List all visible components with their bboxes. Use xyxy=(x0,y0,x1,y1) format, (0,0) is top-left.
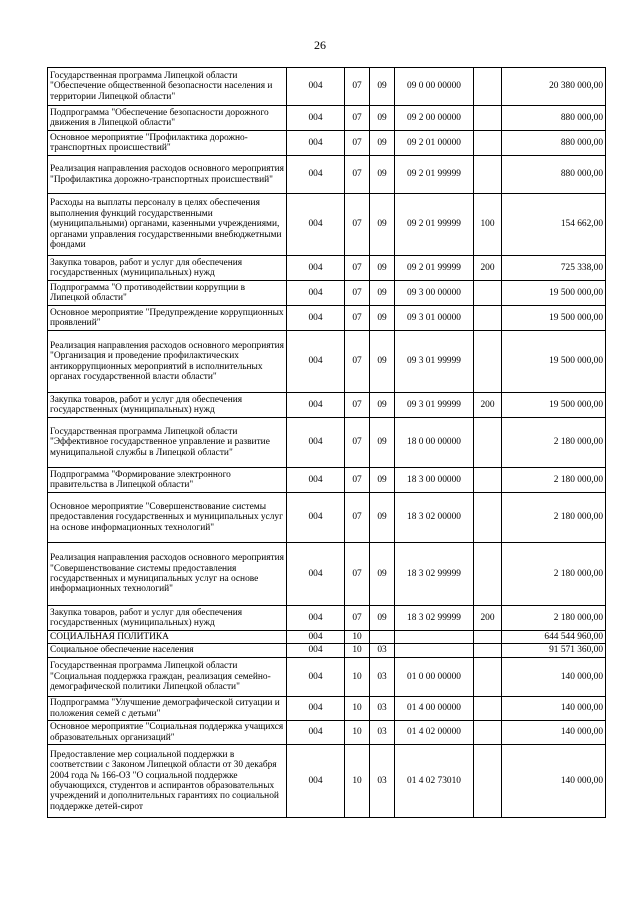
cell-section: 07 xyxy=(345,156,370,194)
cell-name: Закупка товаров, работ и услуг для обеспечения государственных (муниципальных) нужд xyxy=(48,393,287,418)
cell-subsection: 09 xyxy=(370,131,395,156)
cell-amount: 154 662,00 xyxy=(502,194,606,256)
cell-section: 10 xyxy=(345,631,370,644)
cell-section: 07 xyxy=(345,194,370,256)
table-row xyxy=(48,156,606,194)
cell-subsection: 09 xyxy=(370,418,395,468)
cell-name: Предоставление мер социальной поддержки в соответствии с Законом Липецкой области от 30 декабря 2004 года № 166-ОЗ "О социальной поддержке обучающихся, студентов и аспирантов образовательных учреждений и дополнительных гарантиях по социальной поддержке детей-сирот xyxy=(48,745,287,818)
cell-admin-code: 004 xyxy=(287,306,345,331)
cell-amount: 2 180 000,00 xyxy=(502,543,606,606)
cell-expense-type xyxy=(474,697,502,721)
cell-expense-type: 100 xyxy=(474,194,502,256)
cell-target-article: 09 3 01 99999 xyxy=(395,393,474,418)
cell-subsection: 09 xyxy=(370,106,395,131)
cell-target-article xyxy=(395,631,474,644)
table-row xyxy=(48,281,606,306)
cell-name: Реализация направления расходов основного мероприятия "Совершенствование системы предоставления государственных и муниципальных услуг на основе информационных технологий" xyxy=(48,543,287,606)
cell-admin-code: 004 xyxy=(287,745,345,818)
table-row xyxy=(48,306,606,331)
table-row xyxy=(48,631,606,644)
cell-target-article: 09 3 00 00000 xyxy=(395,281,474,306)
cell-section: 07 xyxy=(345,493,370,543)
cell-subsection: 09 xyxy=(370,393,395,418)
page-number: 26 xyxy=(314,38,326,52)
cell-subsection: 09 xyxy=(370,306,395,331)
cell-expense-type xyxy=(474,644,502,658)
cell-name: Закупка товаров, работ и услуг для обеспечения государственных (муниципальных) нужд xyxy=(48,256,287,281)
cell-subsection: 09 xyxy=(370,331,395,393)
cell-subsection: 09 xyxy=(370,606,395,631)
cell-section: 07 xyxy=(345,281,370,306)
table-row xyxy=(48,256,606,281)
cell-amount: 140 000,00 xyxy=(502,658,606,697)
cell-target-article: 09 0 00 00000 xyxy=(395,68,474,106)
cell-name: Подпрограмма "Улучшение демографической ситуации и положения семей с детьми" xyxy=(48,697,287,721)
cell-subsection: 03 xyxy=(370,644,395,658)
cell-expense-type xyxy=(474,658,502,697)
cell-subsection: 09 xyxy=(370,468,395,493)
cell-admin-code: 004 xyxy=(287,606,345,631)
cell-name: Расходы на выплаты персоналу в целях обеспечения выполнения функций государственными (муниципальными) органами, казенными учреждениями, органами управления государственными внебюджетными фондами xyxy=(48,194,287,256)
cell-target-article: 18 3 02 99999 xyxy=(395,606,474,631)
cell-expense-type xyxy=(474,493,502,543)
cell-amount: 19 500 000,00 xyxy=(502,331,606,393)
cell-section: 07 xyxy=(345,468,370,493)
cell-target-article: 01 4 00 00000 xyxy=(395,697,474,721)
cell-section: 07 xyxy=(345,331,370,393)
cell-name: Социальное обеспечение населения xyxy=(48,644,287,658)
cell-target-article: 01 4 02 73010 xyxy=(395,745,474,818)
cell-section: 10 xyxy=(345,697,370,721)
cell-name: Основное мероприятие "Социальная поддержка учащихся образовательных организаций" xyxy=(48,721,287,745)
table-row xyxy=(48,697,606,721)
cell-expense-type xyxy=(474,418,502,468)
cell-section: 10 xyxy=(345,745,370,818)
cell-target-article: 09 3 01 00000 xyxy=(395,306,474,331)
cell-admin-code: 004 xyxy=(287,68,345,106)
cell-admin-code: 004 xyxy=(287,281,345,306)
table-row xyxy=(48,393,606,418)
cell-expense-type xyxy=(474,68,502,106)
cell-section: 10 xyxy=(345,721,370,745)
cell-name: Закупка товаров, работ и услуг для обеспечения государственных (муниципальных) нужд xyxy=(48,606,287,631)
cell-expense-type xyxy=(474,543,502,606)
cell-amount: 725 338,00 xyxy=(502,256,606,281)
cell-name: Государственная программа Липецкой области "Эффективное государственное управление и развитие муниципальной службы в Липецкой области" xyxy=(48,418,287,468)
cell-target-article: 18 3 00 00000 xyxy=(395,468,474,493)
cell-target-article: 09 3 01 99999 xyxy=(395,331,474,393)
cell-expense-type: 200 xyxy=(474,393,502,418)
cell-name: Государственная программа Липецкой области "Социальная поддержка граждан, реализация семейно-демографической политики Липецкой области" xyxy=(48,658,287,697)
cell-amount: 140 000,00 xyxy=(502,745,606,818)
table-row xyxy=(48,493,606,543)
cell-section: 07 xyxy=(345,256,370,281)
cell-name: Реализация направления расходов основного мероприятия "Профилактика дорожно-транспортных происшествий" xyxy=(48,156,287,194)
cell-admin-code: 004 xyxy=(287,156,345,194)
cell-admin-code: 004 xyxy=(287,658,345,697)
cell-target-article: 09 2 01 99999 xyxy=(395,256,474,281)
table-row xyxy=(48,658,606,697)
cell-name: Основное мероприятие "Совершенствование системы предоставления государственных и муниципальных услуг на основе информационных технологий" xyxy=(48,493,287,543)
cell-subsection xyxy=(370,631,395,644)
cell-section: 07 xyxy=(345,106,370,131)
cell-expense-type: 200 xyxy=(474,606,502,631)
cell-amount: 91 571 360,00 xyxy=(502,644,606,658)
cell-section: 07 xyxy=(345,418,370,468)
cell-admin-code: 004 xyxy=(287,644,345,658)
cell-subsection: 09 xyxy=(370,156,395,194)
table-row xyxy=(48,68,606,106)
table-row xyxy=(48,131,606,156)
cell-expense-type xyxy=(474,306,502,331)
cell-target-article: 18 3 02 99999 xyxy=(395,543,474,606)
cell-name: Реализация направления расходов основного мероприятия "Организация и проведение профилактических антикоррупционных мероприятий в исполнительных органах государственной власти области" xyxy=(48,331,287,393)
cell-amount: 2 180 000,00 xyxy=(502,468,606,493)
cell-expense-type xyxy=(474,745,502,818)
cell-target-article: 09 2 01 99999 xyxy=(395,194,474,256)
cell-target-article: 09 2 01 00000 xyxy=(395,131,474,156)
cell-section: 10 xyxy=(345,658,370,697)
cell-subsection: 09 xyxy=(370,256,395,281)
cell-admin-code: 004 xyxy=(287,194,345,256)
table-row xyxy=(48,644,606,658)
cell-expense-type xyxy=(474,106,502,131)
cell-subsection: 03 xyxy=(370,697,395,721)
cell-expense-type xyxy=(474,131,502,156)
cell-target-article: 01 4 02 00000 xyxy=(395,721,474,745)
cell-target-article xyxy=(395,644,474,658)
cell-section: 07 xyxy=(345,68,370,106)
cell-amount: 19 500 000,00 xyxy=(502,281,606,306)
cell-name: Основное мероприятие "Предупреждение коррупционных проявлений" xyxy=(48,306,287,331)
cell-subsection: 09 xyxy=(370,194,395,256)
cell-expense-type xyxy=(474,468,502,493)
cell-section: 10 xyxy=(345,644,370,658)
table-row xyxy=(48,468,606,493)
cell-amount: 2 180 000,00 xyxy=(502,418,606,468)
cell-subsection: 03 xyxy=(370,658,395,697)
cell-subsection: 09 xyxy=(370,543,395,606)
cell-name: Подпрограмма "Обеспечение безопасности дорожного движения в Липецкой области" xyxy=(48,106,287,131)
cell-amount: 2 180 000,00 xyxy=(502,493,606,543)
table-row xyxy=(48,721,606,745)
cell-admin-code: 004 xyxy=(287,721,345,745)
table-row xyxy=(48,418,606,468)
cell-amount: 880 000,00 xyxy=(502,131,606,156)
cell-subsection: 09 xyxy=(370,281,395,306)
cell-admin-code: 004 xyxy=(287,256,345,281)
cell-subsection: 03 xyxy=(370,745,395,818)
cell-section: 07 xyxy=(345,543,370,606)
cell-amount: 19 500 000,00 xyxy=(502,306,606,331)
table-row xyxy=(48,194,606,256)
cell-admin-code: 004 xyxy=(287,697,345,721)
table-row xyxy=(48,106,606,131)
table-row xyxy=(48,331,606,393)
cell-amount: 644 544 960,00 xyxy=(502,631,606,644)
cell-admin-code: 004 xyxy=(287,331,345,393)
table-row xyxy=(48,745,606,818)
cell-expense-type: 200 xyxy=(474,256,502,281)
cell-expense-type xyxy=(474,721,502,745)
cell-name: Основное мероприятие "Профилактика дорожно-транспортных происшествий" xyxy=(48,131,287,156)
cell-section: 07 xyxy=(345,606,370,631)
cell-subsection: 09 xyxy=(370,493,395,543)
cell-amount: 20 380 000,00 xyxy=(502,68,606,106)
cell-target-article: 01 0 00 00000 xyxy=(395,658,474,697)
cell-admin-code: 004 xyxy=(287,418,345,468)
cell-amount: 880 000,00 xyxy=(502,156,606,194)
budget-table xyxy=(47,67,606,818)
cell-expense-type xyxy=(474,331,502,393)
cell-subsection: 09 xyxy=(370,68,395,106)
cell-admin-code: 004 xyxy=(287,131,345,156)
cell-target-article: 18 0 00 00000 xyxy=(395,418,474,468)
cell-admin-code: 004 xyxy=(287,468,345,493)
cell-admin-code: 004 xyxy=(287,631,345,644)
cell-expense-type xyxy=(474,156,502,194)
cell-target-article: 18 3 02 00000 xyxy=(395,493,474,543)
cell-expense-type xyxy=(474,631,502,644)
cell-amount: 880 000,00 xyxy=(502,106,606,131)
cell-amount: 19 500 000,00 xyxy=(502,393,606,418)
cell-amount: 140 000,00 xyxy=(502,721,606,745)
cell-section: 07 xyxy=(345,393,370,418)
cell-admin-code: 004 xyxy=(287,106,345,131)
cell-name: Государственная программа Липецкой области "Обеспечение общественной безопасности населения и территории Липецкой области" xyxy=(48,68,287,106)
cell-target-article: 09 2 00 00000 xyxy=(395,106,474,131)
cell-admin-code: 004 xyxy=(287,493,345,543)
cell-section: 07 xyxy=(345,131,370,156)
cell-name: Подпрограмма "Формирование электронного правительства в Липецкой области" xyxy=(48,468,287,493)
cell-target-article: 09 2 01 99999 xyxy=(395,156,474,194)
cell-amount: 140 000,00 xyxy=(502,697,606,721)
cell-subsection: 03 xyxy=(370,721,395,745)
table-row xyxy=(48,606,606,631)
cell-name: Подпрограмма "О противодействии коррупции в Липецкой области" xyxy=(48,281,287,306)
table-row xyxy=(48,543,606,606)
cell-section: 07 xyxy=(345,306,370,331)
cell-admin-code: 004 xyxy=(287,393,345,418)
cell-name: СОЦИАЛЬНАЯ ПОЛИТИКА xyxy=(48,631,287,644)
cell-amount: 2 180 000,00 xyxy=(502,606,606,631)
cell-admin-code: 004 xyxy=(287,543,345,606)
cell-expense-type xyxy=(474,281,502,306)
